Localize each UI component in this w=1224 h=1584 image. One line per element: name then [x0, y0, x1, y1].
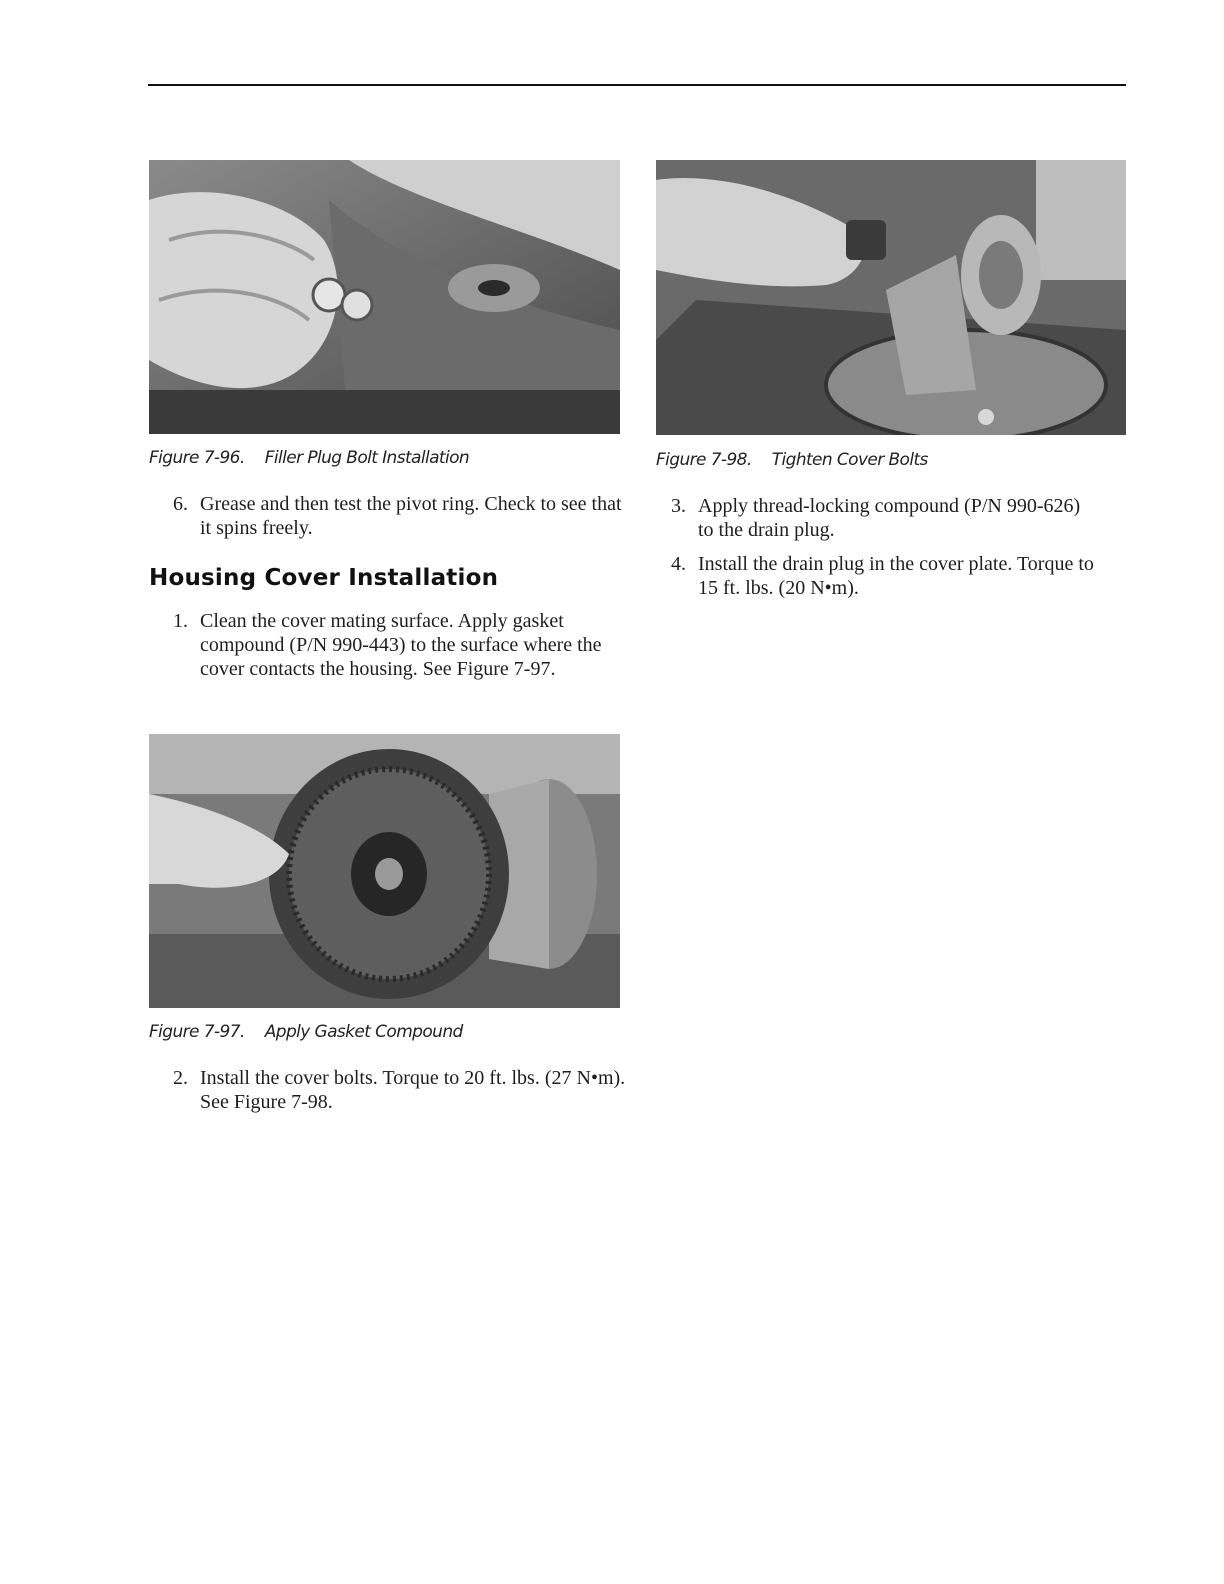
- figure-title: Filler Plug Bolt Installation: [264, 448, 470, 468]
- figure-7-97-caption: [149, 1022, 463, 1042]
- figure-number: Figure 7-97.: [149, 1022, 245, 1042]
- header-rule: [148, 84, 1126, 86]
- list-item: [646, 494, 1096, 542]
- step-text: Install the cover bolts. Torque to 20 ft. lbs. (27 N•m). See Figure 7-98.: [200, 1067, 626, 1113]
- step-text: Apply thread-locking compound (P/N 990-626) to the drain plug.: [698, 495, 1081, 541]
- figure-7-97-photo: [149, 734, 620, 1008]
- figure-7-96-caption: [149, 448, 469, 468]
- step-number: 4.: [671, 553, 686, 575]
- step-number: 3.: [671, 495, 686, 517]
- list-item: [148, 609, 618, 681]
- step-number: 6.: [173, 493, 188, 515]
- figure-7-96-photo: [149, 160, 620, 434]
- step-number: 1.: [173, 610, 188, 632]
- figure-7-98-caption: [656, 450, 928, 470]
- figure-title: Apply Gasket Compound: [264, 1022, 463, 1042]
- step-text: Grease and then test the pivot ring. Check to see that it spins freely.: [200, 493, 622, 539]
- list-item: [148, 492, 628, 540]
- figure-title: Tighten Cover Bolts: [771, 450, 928, 470]
- figure-7-98-photo: [656, 160, 1126, 435]
- figure-number: Figure 7-98.: [656, 450, 752, 470]
- step-text: Install the drain plug in the cover plate. Torque to 15 ft. lbs. (20 N•m).: [698, 553, 1094, 599]
- step-number: 2.: [173, 1067, 188, 1089]
- list-item: [646, 552, 1096, 600]
- section-heading: Housing Cover Installation: [149, 565, 499, 591]
- list-item: [148, 1066, 628, 1114]
- figure-number: Figure 7-96.: [149, 448, 245, 468]
- step-text: Clean the cover mating surface. Apply gasket compound (P/N 990-443) to the surface where the cover contacts the housing. See Figure 7-97.: [200, 610, 602, 680]
